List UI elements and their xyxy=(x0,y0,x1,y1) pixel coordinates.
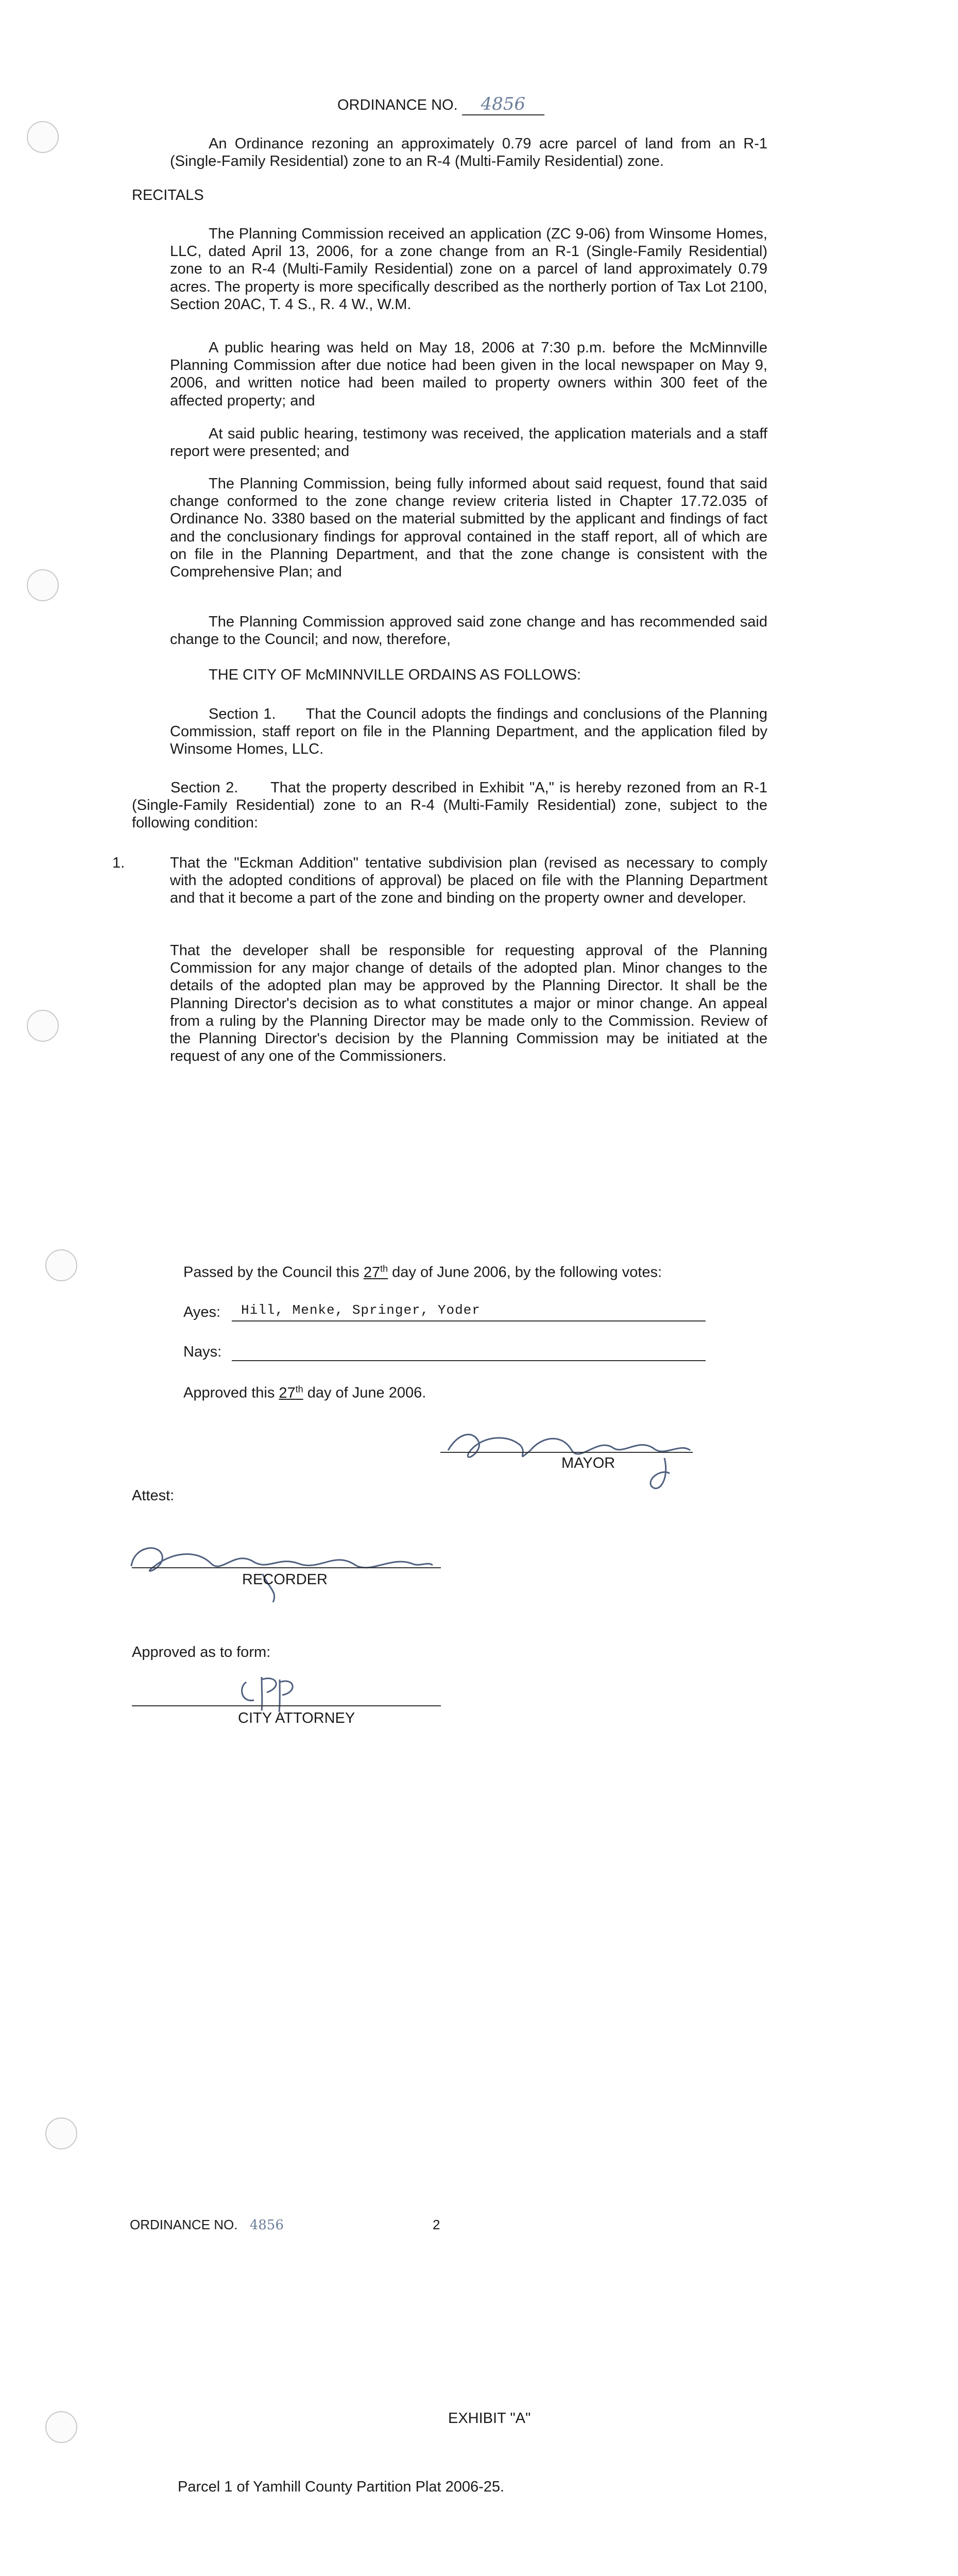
recorder-signature xyxy=(124,1525,443,1607)
mayor-label: MAYOR xyxy=(561,1455,615,1471)
punch-hole xyxy=(45,1249,77,1281)
page-number: 2 xyxy=(433,2217,440,2232)
ordinance-title: An Ordinance rezoning an approximately 0.79 acre parcel of land from an R-1 (Single-Family Residential) zone to an R-4 (Multi-Family Residential) zone. xyxy=(170,135,767,170)
recorder-signature-text: Carol J. Basset xyxy=(139,1566,143,1567)
section-2-text: That the property described in Exhibit "A," is hereby rezoned from an R-1 (Single-Family Residential) zone to an R-4 (Multi-Family Residential) zone, subject to the following condition: xyxy=(132,779,767,832)
punch-hole xyxy=(27,121,59,153)
recital-paragraph: The Planning Commission received an application (ZC 9-06) from Winsome Homes, LLC, dated April 13, 2006, for a zone change from an R-1 (Single-Family Residential) zone to an R-4 (Multi-Family Residential) zone on a parcel of land approximately 0.79 acres. The property is more specifically described as the northerly portion of Tax Lot 2100, Section 20AC, T. 4 S., R. 4 W., W.M. xyxy=(170,226,767,313)
ayes-line xyxy=(232,1320,706,1321)
punch-hole xyxy=(45,2411,77,2443)
page2-footer xyxy=(130,2217,284,2233)
recital-paragraph: The Planning Commission approved said zone change and has recommended said change to the Council; and now, therefore, xyxy=(170,614,767,648)
ayes-value: Hill, Menke, Springer, Yoder xyxy=(241,1302,481,1318)
attorney-signature-line xyxy=(132,1705,441,1706)
condition-number: 1. xyxy=(112,855,125,871)
mayor-signature xyxy=(443,1401,711,1499)
passed-line: Passed by the Council this 27th day of June 2006, by the following votes: xyxy=(183,1263,662,1281)
section-1-label: Section 1. xyxy=(209,706,276,722)
section-2 xyxy=(132,779,767,832)
section-1 xyxy=(170,705,767,758)
approved-line: Approved this 27th day of June 2006. xyxy=(183,1384,426,1401)
ordinance-label: ORDINANCE NO. xyxy=(337,97,458,113)
recorder-signature-line xyxy=(132,1567,441,1568)
nays-line xyxy=(232,1360,706,1361)
recital-paragraph: The Planning Commission, being fully informed about said request, found that said change conformed to the zone change review criteria listed in Chapter 17.72.035 of Ordinance No. 3380 based on the material submitted by the applicant and findings of fact and the conclusionary findings for approval contained in the staff report, all of which are on file in the Planning Department, and that the zone change is consistent with the Comprehensive Plan; and xyxy=(170,476,767,581)
section-1-text: That the Council adopts the findings and conclusions of the Planning Commission, staff report on file in the Planning Department, and the application filed by Winsome Homes, LLC. xyxy=(170,706,767,758)
ordinance-number-handwritten: 4856 xyxy=(462,94,544,115)
recital-paragraph: A public hearing was held on May 18, 2006 at 7:30 p.m. before the McMinnville Planning Commission after due notice had been given in the local newspaper on May 9, 2006, and written notice had been mailed to property owners within 300 feet of the affected property; and xyxy=(170,340,767,409)
passed-day: 27th xyxy=(363,1263,388,1281)
recorder-label: RECORDER xyxy=(242,1571,328,1588)
footer-ordinance-label: ORDINANCE NO. xyxy=(130,2217,238,2232)
ordinance-header xyxy=(337,94,544,115)
ayes-label: Ayes: xyxy=(183,1304,221,1320)
attorney-label: CITY ATTORNEY xyxy=(238,1710,355,1726)
punch-hole xyxy=(27,1010,59,1042)
mayor-signature-line xyxy=(440,1452,693,1453)
nays-label: Nays: xyxy=(183,1344,222,1360)
condition-text: That the "Eckman Addition" tentative subdivision plan (revised as necessary to comply with the adopted conditions of approval) be placed on file with the Planning Department and that it become a part of the zone and binding on the property owner and developer. xyxy=(170,855,767,907)
punch-hole xyxy=(27,569,59,601)
recitals-heading: RECITALS xyxy=(132,187,204,204)
section-2-label: Section 2. xyxy=(170,779,238,796)
attest-label: Attest: xyxy=(132,1487,175,1504)
exhibit-title: EXHIBIT "A" xyxy=(448,2410,531,2427)
approved-form-label: Approved as to form: xyxy=(132,1644,271,1660)
exhibit-text: Parcel 1 of Yamhill County Partition Plat 2006-25. xyxy=(178,2479,505,2495)
ordains-statement: THE CITY OF McMINNVILLE ORDAINS AS FOLLOWS: xyxy=(209,667,581,683)
recital-paragraph: At said public hearing, testimony was received, the application materials and a staff report were presented; and xyxy=(170,426,767,460)
condition-text-continued: That the developer shall be responsible for requesting approval of the Planning Commission for any major change of details of the adopted plan. Minor changes to the details of the adopted plan may be approved by the Planning Director. It shall be the Planning Director's decision as to what constitutes a major or minor change. An appeal from a ruling by the Planning Director may be made only to the Commission. Review of the Planning Director's decision by the Planning Commission may be initiated at the request of any one of the Commissioners. xyxy=(170,942,767,1065)
punch-hole xyxy=(45,2117,77,2149)
approved-day: 27th xyxy=(279,1384,303,1401)
footer-ordinance-number: 4856 xyxy=(249,2217,284,2233)
